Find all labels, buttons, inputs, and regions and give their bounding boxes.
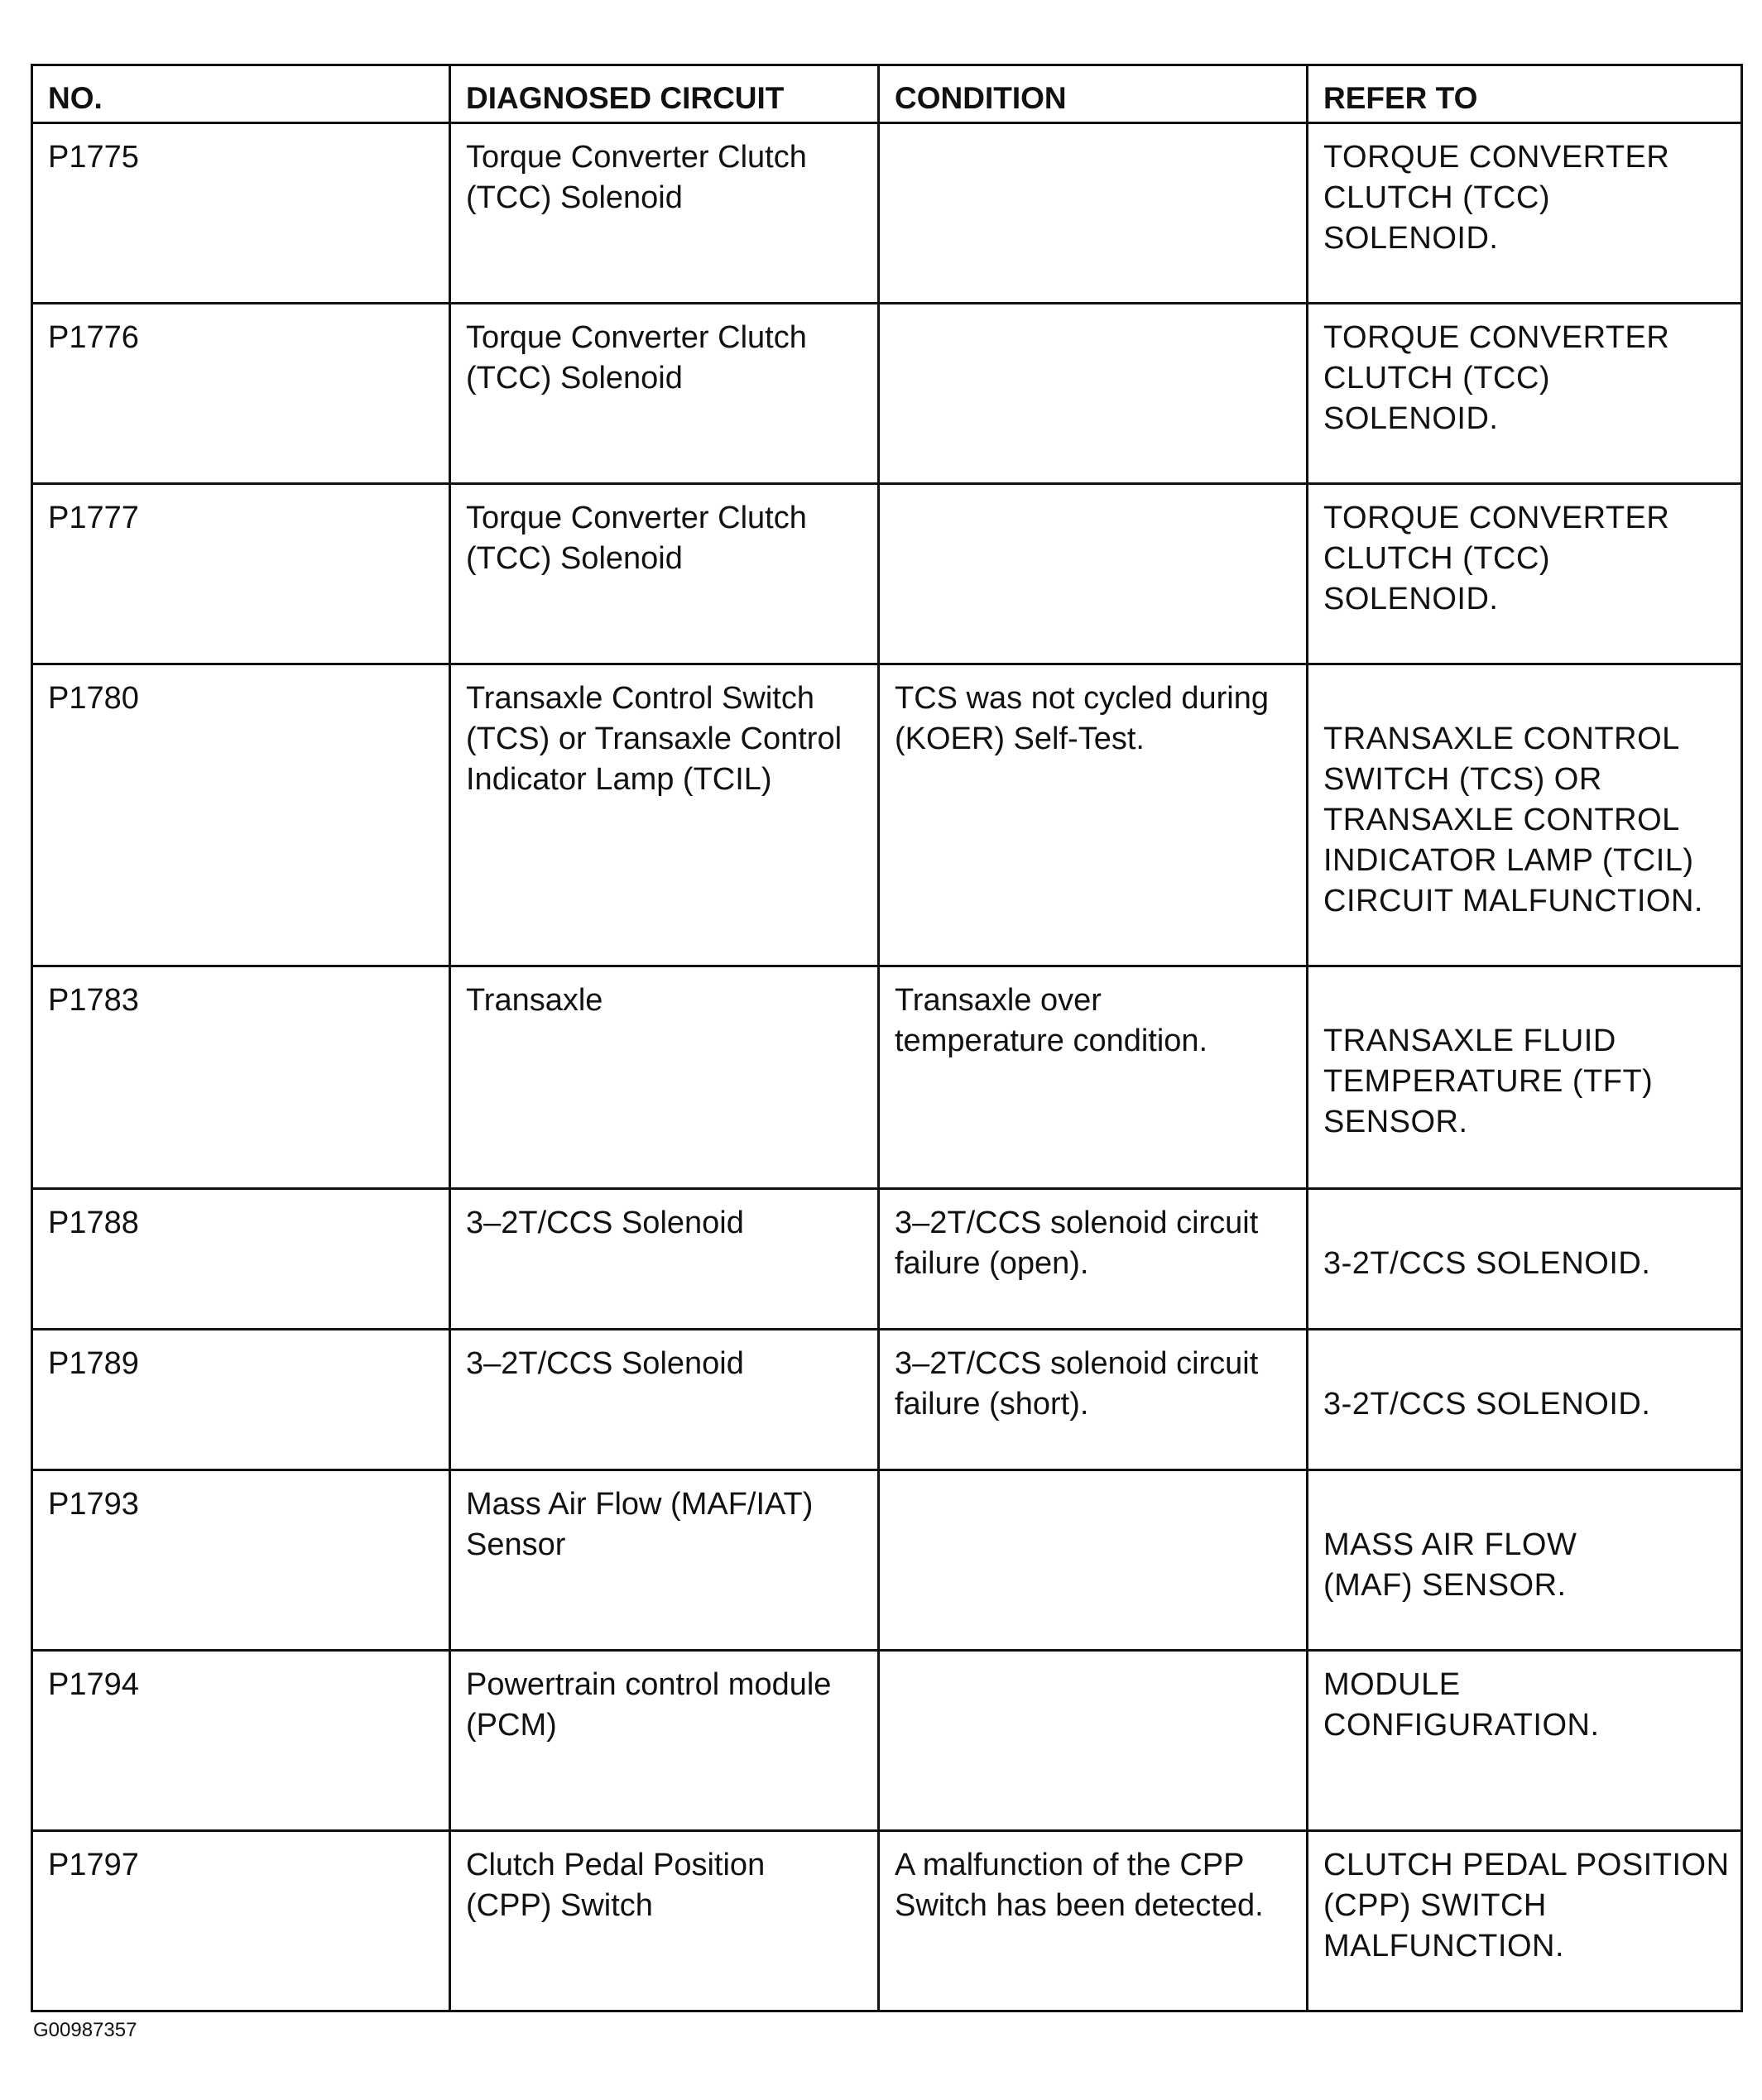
cell-circuit: Transaxle Control Switch (TCS) or Transaxle Control Indicator Lamp (TCIL): [450, 664, 879, 966]
cell-no: P1775: [32, 123, 450, 304]
cell-refer: TRANSAXLE CONTROL SWITCH (TCS) OR TRANSAXLE CONTROL INDICATOR LAMP (TCIL) CIRCUIT MALFUNCTION.: [1308, 664, 1742, 966]
cell-no: P1780: [32, 664, 450, 966]
cell-circuit: 3–2T/CCS Solenoid: [450, 1329, 879, 1470]
cell-no: P1797: [32, 1830, 450, 2011]
header-diagnosed-circuit: DIAGNOSED CIRCUIT: [450, 65, 879, 123]
cell-condition: 3–2T/CCS solenoid circuit failure (short).: [879, 1329, 1308, 1470]
header-no: NO.: [32, 65, 450, 123]
header-condition: CONDITION: [879, 65, 1308, 123]
table-row: [32, 1329, 1742, 1470]
cell-circuit: Mass Air Flow (MAF/IAT) Sensor: [450, 1470, 879, 1650]
cell-refer: 3-2T/CCS SOLENOID.: [1308, 1188, 1742, 1329]
cell-refer: TRANSAXLE FLUID TEMPERATURE (TFT) SENSOR.: [1308, 966, 1742, 1188]
dtc-table: [31, 64, 1743, 2012]
table-row: [32, 1188, 1742, 1329]
header-row: [32, 65, 1742, 123]
cell-no: P1789: [32, 1329, 450, 1470]
cell-circuit: Torque Converter Clutch (TCC) Solenoid: [450, 123, 879, 304]
cell-refer: TORQUE CONVERTER CLUTCH (TCC) SOLENOID.: [1308, 304, 1742, 484]
cell-refer: TORQUE CONVERTER CLUTCH (TCC) SOLENOID.: [1308, 484, 1742, 664]
cell-condition: [879, 123, 1308, 304]
figure-id: G00987357: [33, 2019, 137, 2041]
cell-condition: Transaxle over temperature condition.: [879, 966, 1308, 1188]
cell-condition: 3–2T/CCS solenoid circuit failure (open).: [879, 1188, 1308, 1329]
cell-circuit: Clutch Pedal Position (CPP) Switch: [450, 1830, 879, 2011]
cell-no: P1783: [32, 966, 450, 1188]
cell-no: P1777: [32, 484, 450, 664]
cell-refer: TORQUE CONVERTER CLUTCH (TCC) SOLENOID.: [1308, 123, 1742, 304]
cell-refer: 3-2T/CCS SOLENOID.: [1308, 1329, 1742, 1470]
table-row: [32, 1470, 1742, 1650]
table-row: [32, 484, 1742, 664]
table-row: [32, 1650, 1742, 1830]
cell-condition: [879, 484, 1308, 664]
table-row: [32, 966, 1742, 1188]
cell-circuit: Transaxle: [450, 966, 879, 1188]
cell-circuit: Torque Converter Clutch (TCC) Solenoid: [450, 304, 879, 484]
cell-circuit: Torque Converter Clutch (TCC) Solenoid: [450, 484, 879, 664]
cell-condition: [879, 304, 1308, 484]
table-row: [32, 1830, 1742, 2011]
table-row: [32, 664, 1742, 966]
cell-condition: A malfunction of the CPP Switch has been detected.: [879, 1830, 1308, 2011]
cell-no: P1788: [32, 1188, 450, 1329]
header-refer-to: REFER TO: [1308, 65, 1742, 123]
cell-no: P1776: [32, 304, 450, 484]
cell-refer: MASS AIR FLOW (MAF) SENSOR.: [1308, 1470, 1742, 1650]
cell-no: P1794: [32, 1650, 450, 1830]
cell-no: P1793: [32, 1470, 450, 1650]
cell-refer: MODULE CONFIGURATION.: [1308, 1650, 1742, 1830]
cell-refer: CLUTCH PEDAL POSITION (CPP) SWITCH MALFUNCTION.: [1308, 1830, 1742, 2011]
cell-condition: TCS was not cycled during (KOER) Self-Test.: [879, 664, 1308, 966]
table-row: [32, 123, 1742, 304]
cell-condition: [879, 1650, 1308, 1830]
cell-circuit: Powertrain control module (PCM): [450, 1650, 879, 1830]
table-row: [32, 304, 1742, 484]
cell-circuit: 3–2T/CCS Solenoid: [450, 1188, 879, 1329]
cell-condition: [879, 1470, 1308, 1650]
